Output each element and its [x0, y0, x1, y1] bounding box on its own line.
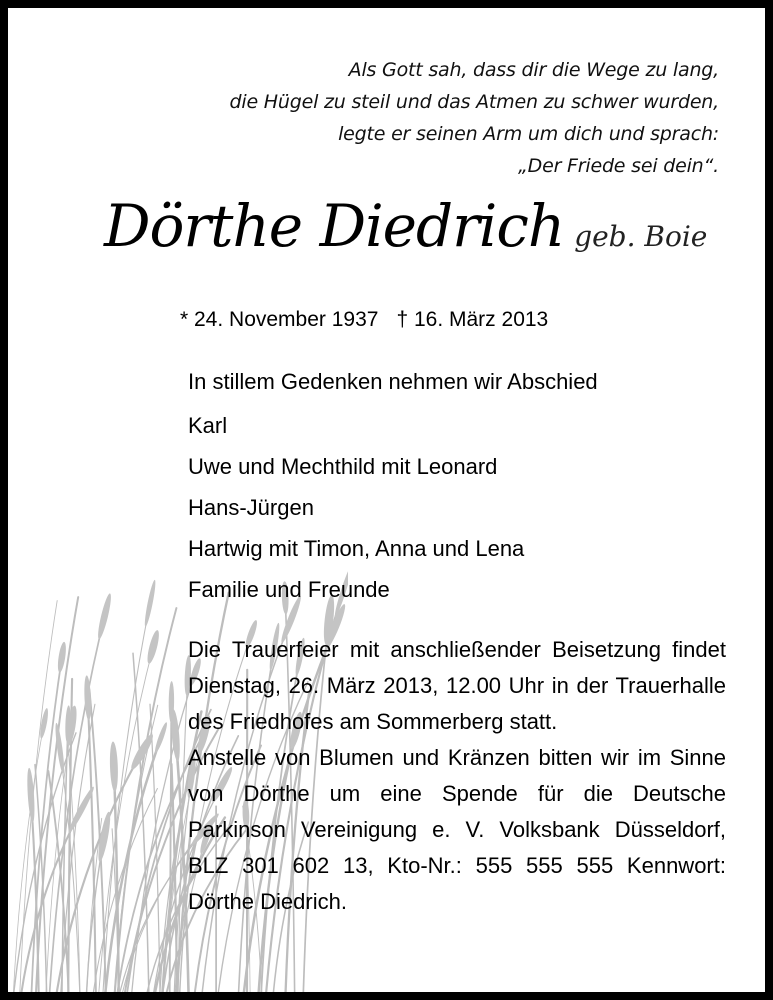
- mourner-item: Uwe und Mechthild mit Leonard: [188, 454, 498, 479]
- grass-blade: [170, 702, 172, 1000]
- notice-body: [188, 365, 726, 920]
- poem-line: Als Gott sah, dass dir die Wege zu lang,: [348, 59, 719, 81]
- grass-seed-head: [153, 721, 169, 753]
- grass-blade: [49, 616, 104, 1000]
- farewell-intro: In stillem Gedenken nehmen wir Abschied: [188, 369, 598, 394]
- death-date: † 16. März 2013: [396, 308, 549, 331]
- grass-seed-head: [145, 629, 161, 664]
- birth-date: * 24. November 1937: [180, 308, 379, 331]
- ceremony-details: Die Trauerfeier mit anschließender Beisetzung findet Dienstag, 26. März 2013, 12.00 Uhr in der Trauerhalle des Friedhofes am Sommerberg statt.: [188, 637, 726, 734]
- maiden-name: geb. Boie: [574, 220, 708, 253]
- deceased-name-line: [104, 186, 707, 277]
- grass-seed-head: [109, 741, 119, 791]
- mourner-item: Karl: [188, 413, 228, 438]
- mourner-item: Hans-Jürgen: [188, 495, 314, 520]
- deceased-name: Dörthe Diedrich: [104, 192, 565, 260]
- life-dates: [180, 305, 548, 335]
- poem-line: legte er seinen Arm um dich und sprach:: [338, 123, 719, 145]
- mourner-item: Hartwig mit Timon, Anna und Lena: [188, 536, 525, 561]
- poem-line: die Hügel zu steil und das Atmen zu schwer wurden,: [229, 91, 719, 113]
- grass-seed-head: [26, 768, 36, 823]
- grass-seed-head: [96, 593, 114, 640]
- poem-line: „Der Friede sei dein“.: [518, 155, 719, 177]
- mourners-list: [188, 405, 726, 610]
- mourner-item: Familie und Freunde: [188, 577, 390, 602]
- donation-request: Anstelle von Blumen und Kränzen bitten wir im Sinne von Dörthe um eine Spende für die Deutsche Parkinson Vereinigung e. V. Volksbank Düsseldorf, BLZ 301 602 13, Kto-Nr.: 555 555 555 Kennwort: Dörthe Diedrich.: [188, 745, 726, 914]
- poem: [230, 54, 719, 182]
- grass-seed-head: [143, 579, 157, 627]
